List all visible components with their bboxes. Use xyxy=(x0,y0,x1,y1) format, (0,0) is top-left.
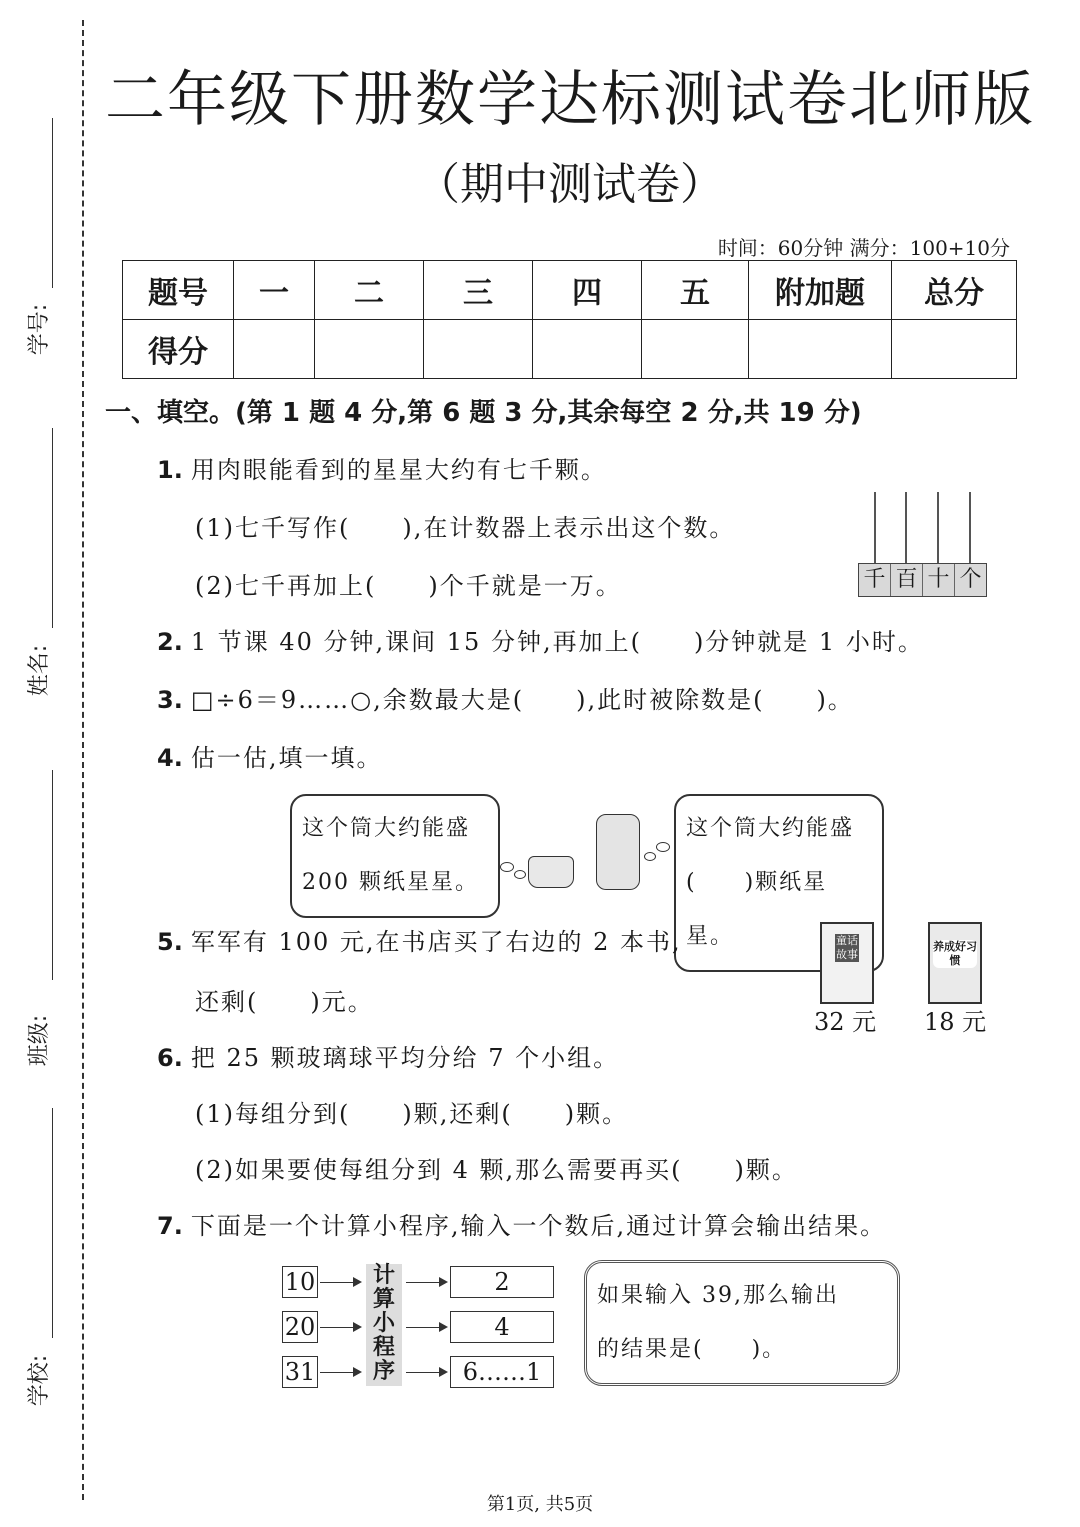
bubble-line: 如果输入 39,那么输出 xyxy=(597,1283,839,1308)
arrow-right-icon xyxy=(406,1282,446,1283)
program-input: 10 xyxy=(282,1266,318,1298)
counter-place-label: 个 xyxy=(959,567,982,592)
score-header-cell: 一 xyxy=(234,261,315,320)
score-header-cell: 四 xyxy=(533,261,642,320)
question-text: 把 25 颗玻璃球平均分给 7 个小组。 xyxy=(190,1044,620,1072)
question-number: 4. xyxy=(157,744,183,772)
book-title: 童话故事 xyxy=(836,934,858,961)
question-2 xyxy=(157,622,924,657)
score-input-cell[interactable] xyxy=(533,320,642,379)
short-can-image xyxy=(528,856,574,888)
question-number: 5. xyxy=(157,928,183,956)
question-number: 3. xyxy=(157,686,183,714)
counter-base xyxy=(858,563,987,597)
arrow-right-icon xyxy=(320,1372,360,1373)
arrow-right-icon xyxy=(320,1327,360,1328)
question-1 xyxy=(157,450,607,485)
question-6 xyxy=(157,1038,619,1073)
book-title: 养成好习惯 xyxy=(933,940,977,967)
bubble-line: ( )颗纸星星。 xyxy=(686,870,828,949)
score-header-cell: 二 xyxy=(315,261,424,320)
program-output: 2 xyxy=(450,1266,554,1298)
book-fairy-tale-image xyxy=(820,922,874,1004)
banji-label: 班级: xyxy=(27,1014,53,1067)
book-2-price: 18 元 xyxy=(924,1008,987,1036)
banji-line xyxy=(52,770,53,980)
score-header-cell: 总分 xyxy=(892,261,1017,320)
bubble-dot xyxy=(656,842,670,852)
program-output: 4 xyxy=(450,1311,554,1343)
score-header-cell: 题号 xyxy=(123,261,234,320)
score-input-cell[interactable] xyxy=(424,320,533,379)
question-text: 1 节课 40 分钟,课间 15 分钟,再加上( )分钟就是 1 小时。 xyxy=(190,628,924,656)
question-number: 6. xyxy=(157,1044,183,1072)
question-text: 估一估,填一填。 xyxy=(190,744,383,772)
score-input-cell[interactable] xyxy=(315,320,424,379)
score-input-cell[interactable] xyxy=(234,320,315,379)
program-question-bubble xyxy=(584,1260,900,1386)
program-input: 20 xyxy=(282,1311,318,1343)
question-text: 军军有 100 元,在书店买了右边的 2 本书, xyxy=(190,928,682,956)
page-footer: 第1页, 共5页 xyxy=(486,1494,594,1515)
counter-rod xyxy=(969,492,971,564)
question-text: 下面是一个计算小程序,输入一个数后,通过计算会输出结果。 xyxy=(190,1212,887,1240)
score-input-cell[interactable] xyxy=(642,320,749,379)
arrow-right-icon xyxy=(406,1372,446,1373)
score-table xyxy=(122,260,1017,379)
score-header-cell: 五 xyxy=(642,261,749,320)
xuexiao-label: 学校: xyxy=(27,1354,53,1407)
arrow-right-icon xyxy=(406,1327,446,1328)
question-text: □÷6＝9……○,余数最大是( ),此时被除数是( )。 xyxy=(190,686,854,714)
xuexiao-line xyxy=(52,1108,53,1338)
question-5-line-2: 还剩( )元。 xyxy=(195,988,374,1016)
xingming-line xyxy=(52,428,53,628)
page-subtitle: （期中测试卷） xyxy=(416,159,724,210)
question-1-part-1: (1)七千写作( ),在计数器上表示出这个数。 xyxy=(195,514,736,542)
question-7 xyxy=(157,1206,886,1241)
counter-place-label: 百 xyxy=(891,564,923,596)
xingming-label: 姓名: xyxy=(27,644,53,697)
time-info: 时间：60分钟 满分：100+10分 xyxy=(717,236,1010,260)
thought-bubble-left xyxy=(290,794,500,918)
binding-dashed-line xyxy=(82,20,84,1500)
bubble-dot xyxy=(500,862,514,872)
program-output: 6……1 xyxy=(450,1356,554,1388)
section-title: 一、填空。(第 1 题 4 分,第 6 题 3 分,其余每空 2 分,共 19 分) xyxy=(105,398,862,428)
bubble-line: 这个筒大约能盛 xyxy=(302,816,471,841)
score-header-cell: 三 xyxy=(424,261,533,320)
question-6-part-1: (1)每组分到( )颗,还剩( )颗。 xyxy=(195,1100,629,1128)
bubble-line: 这个筒大约能盛 xyxy=(686,816,855,841)
arrow-right-icon xyxy=(320,1282,360,1283)
book-good-habits-image xyxy=(928,922,982,1004)
question-6-part-2: (2)如果要使每组分到 4 颗,那么需要再买( )颗。 xyxy=(195,1156,798,1184)
tall-can-image xyxy=(596,814,640,890)
bubble-dot xyxy=(644,852,656,861)
page-title: 二年级下册数学达标测试卷北师版 xyxy=(105,65,1035,135)
counter-rod xyxy=(874,492,876,564)
question-4 xyxy=(157,738,382,773)
question-5 xyxy=(157,922,682,957)
score-header-row xyxy=(123,261,1017,320)
question-text: 用肉眼能看到的星星大约有七千颗。 xyxy=(190,456,607,484)
question-3 xyxy=(157,680,854,715)
bubble-line: 的结果是( )。 xyxy=(597,1337,787,1362)
counter-place-label: 十 xyxy=(923,564,955,596)
counter-place-label: 千 xyxy=(859,564,891,596)
counter-rod xyxy=(905,492,907,564)
question-number: 1. xyxy=(157,456,183,484)
program-label: 计算小程序 xyxy=(366,1264,402,1386)
score-input-cell[interactable] xyxy=(892,320,1017,379)
book-1-price: 32 元 xyxy=(814,1008,877,1036)
bubble-line: 200 颗纸星星。 xyxy=(302,870,479,895)
score-row-label: 得分 xyxy=(123,320,234,379)
score-value-row xyxy=(123,320,1017,379)
program-input: 31 xyxy=(282,1356,318,1388)
question-number: 7. xyxy=(157,1212,183,1240)
score-header-cell: 附加题 xyxy=(749,261,892,320)
score-input-cell[interactable] xyxy=(749,320,892,379)
xuehao-label: 学号: xyxy=(27,303,53,356)
question-1-part-2: (2)七千再加上( )个千就是一万。 xyxy=(195,572,622,600)
counter-rod xyxy=(937,492,939,564)
bubble-dot xyxy=(514,870,526,879)
question-number: 2. xyxy=(157,628,183,656)
